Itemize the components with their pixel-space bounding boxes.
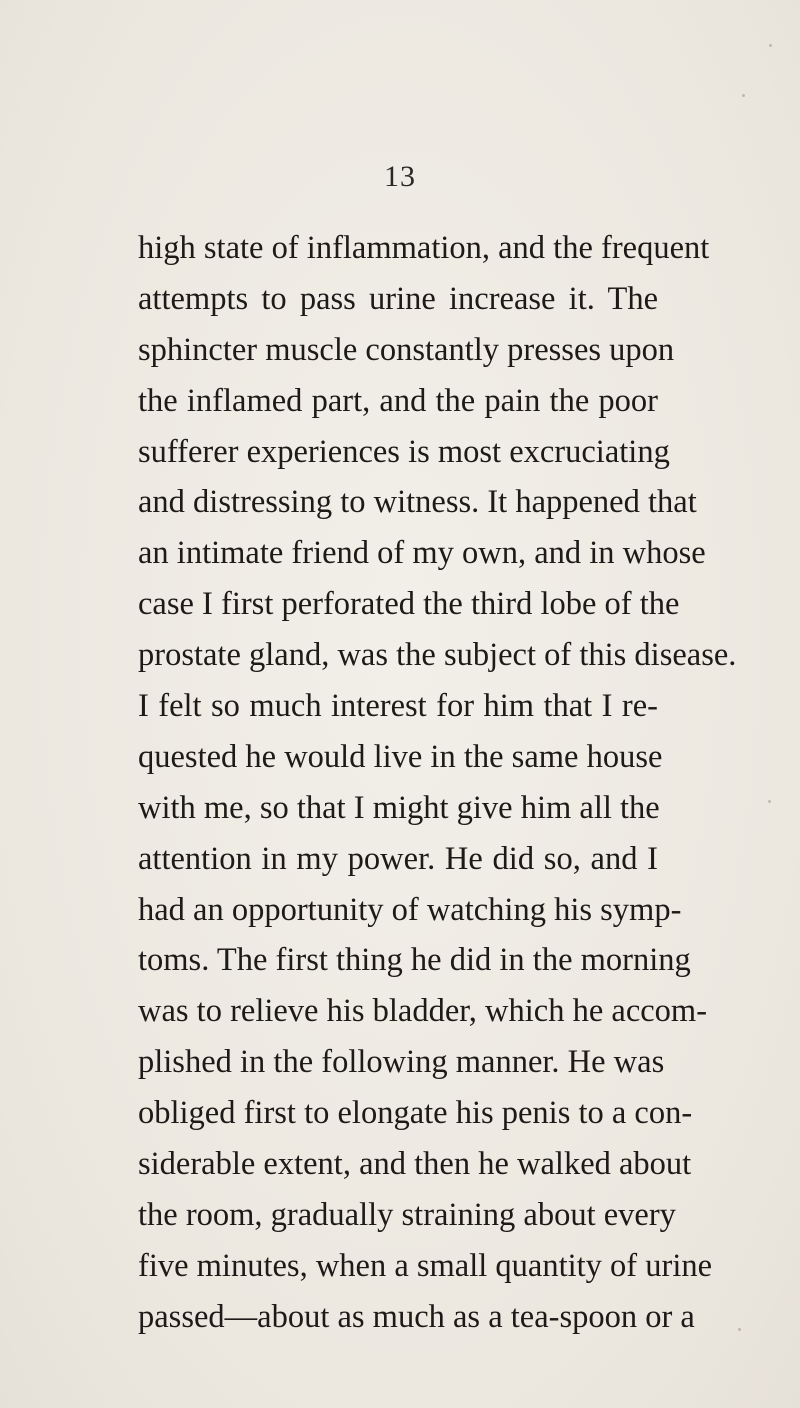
body-text <box>138 223 737 1343</box>
text-line: passed—about as much as a tea-spoon or a <box>138 1298 695 1335</box>
text-line: sufferer experiences is most excruciating <box>138 433 670 470</box>
text-line: sphincter muscle constantly presses upon <box>138 331 675 368</box>
paper-speck <box>768 800 771 803</box>
page-number: 13 <box>384 160 416 193</box>
text-line: I felt so much interest for him that I re- <box>138 688 658 725</box>
text-line: with me, so that I might give him all the <box>138 789 660 826</box>
text-line: was to relieve his bladder, which he accom- <box>138 993 708 1030</box>
text-line: the inflamed part, and the pain the poor <box>138 382 658 419</box>
text-line: plished in the following manner. He was <box>138 1044 665 1081</box>
text-line: quested he would live in the same house <box>138 738 663 775</box>
text-line: case I first perforated the third lobe of the <box>138 586 680 623</box>
text-line: an intimate friend of my own, and in whose <box>138 535 706 572</box>
text-line: siderable extent, and then he walked about <box>138 1146 692 1183</box>
text-line: high state of inflammation, and the frequent <box>138 230 710 266</box>
text-line: attention in my power. He did so, and I <box>138 840 658 877</box>
text-line: toms. The first thing he did in the morning <box>138 942 691 979</box>
text-line: had an opportunity of watching his symp- <box>138 891 682 928</box>
text-line: the room, gradually straining about every <box>138 1196 676 1233</box>
text-line: obliged first to elongate his penis to a con- <box>138 1095 693 1132</box>
text-line: and distressing to witness. It happened that <box>138 484 697 521</box>
text-line: five minutes, when a small quantity of urine <box>138 1247 713 1284</box>
text-line: attempts to pass urine increase it. The <box>138 280 658 317</box>
paper-speck <box>738 1328 741 1331</box>
paper-speck <box>742 94 745 97</box>
text-line: prostate gland, was the subject of this disease. <box>138 637 737 674</box>
paper-speck <box>769 44 772 47</box>
